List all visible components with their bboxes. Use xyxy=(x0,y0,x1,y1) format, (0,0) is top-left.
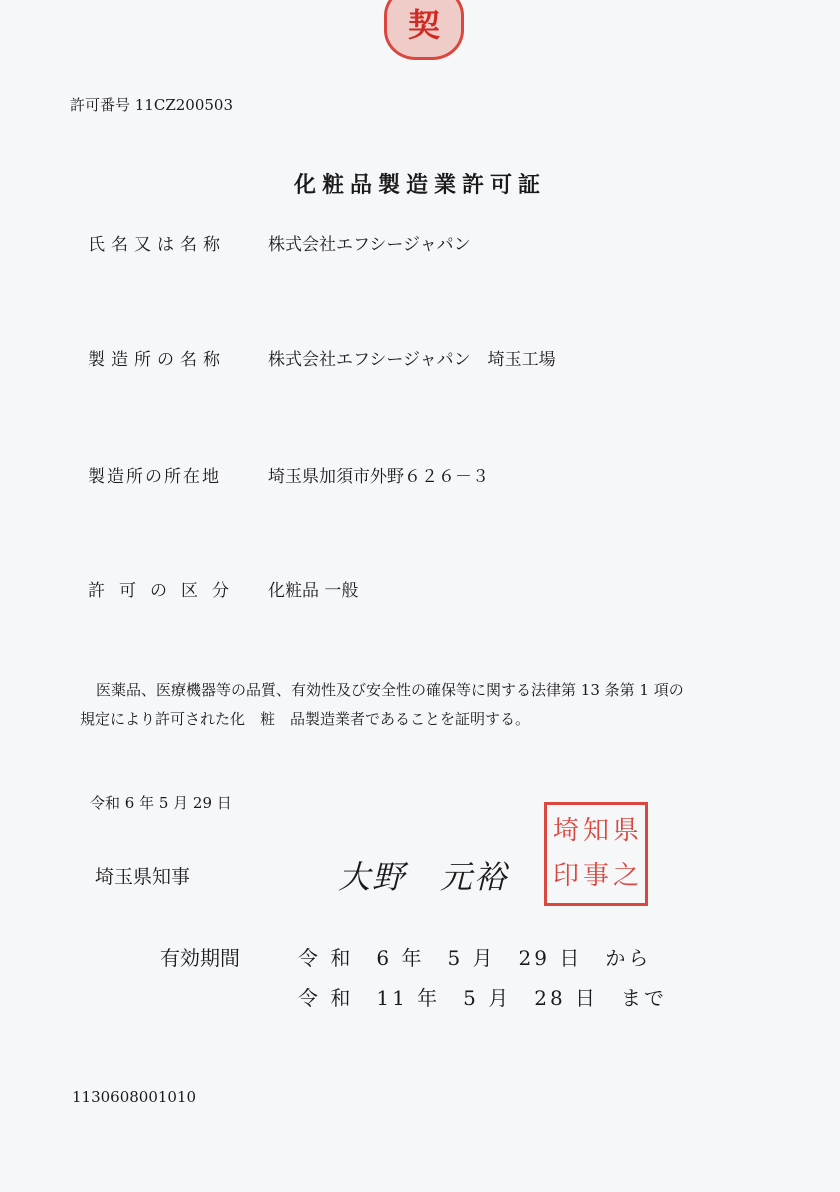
validity-to: 令 和 11 年 5 月 28 日 まで xyxy=(298,986,668,1010)
issue-date: 令和 6 年 5 月 29 日 xyxy=(90,794,232,812)
top-stamp-mark: 契 xyxy=(407,6,440,44)
validity-label: 有効期間 xyxy=(160,946,240,970)
field-label-factory-address: 製造所の所在地 xyxy=(88,467,221,487)
seal-char: 知 xyxy=(582,816,609,846)
seal-char: 埼 xyxy=(552,816,579,846)
seal-char: 県 xyxy=(612,816,639,846)
seal-char: 印 xyxy=(552,861,579,891)
seal-char: 之 xyxy=(612,861,639,891)
statement-line-1: 医薬品、医療機器等の品質、有効性及び安全性の確保等に関する法律第 13 条第 1 項の xyxy=(96,681,684,699)
governor-title: 埼玉県知事 xyxy=(95,866,191,888)
field-value-permit-category: 化粧品 一般 xyxy=(268,581,359,601)
governor-signature: 大野 元裕 xyxy=(338,858,509,896)
top-stamp xyxy=(384,0,464,60)
statement-line-2: 規定により許可された化 粧 品製造業者であることを証明する。 xyxy=(80,710,531,728)
field-label-name: 氏名又は名称 xyxy=(88,235,226,255)
field-value-factory-address: 埼玉県加須市外野６２６－３ xyxy=(268,467,489,487)
field-value-name: 株式会社エフシージャパン xyxy=(268,235,471,255)
field-label-permit-category: 許可の区分 xyxy=(88,581,243,601)
validity-from: 令 和 6 年 5 月 29 日 から xyxy=(298,946,652,970)
permit-number: 許可番号 11CZ200503 xyxy=(70,96,234,114)
document-code: 1130608001010 xyxy=(72,1088,197,1106)
seal-char: 事 xyxy=(582,861,609,891)
governor-seal xyxy=(544,802,648,906)
field-value-factory-name: 株式会社エフシージャパン 埼玉工場 xyxy=(268,350,556,370)
document-title: 化粧品製造業許可証 xyxy=(293,172,546,198)
field-label-factory-name: 製造所の名称 xyxy=(88,350,226,370)
